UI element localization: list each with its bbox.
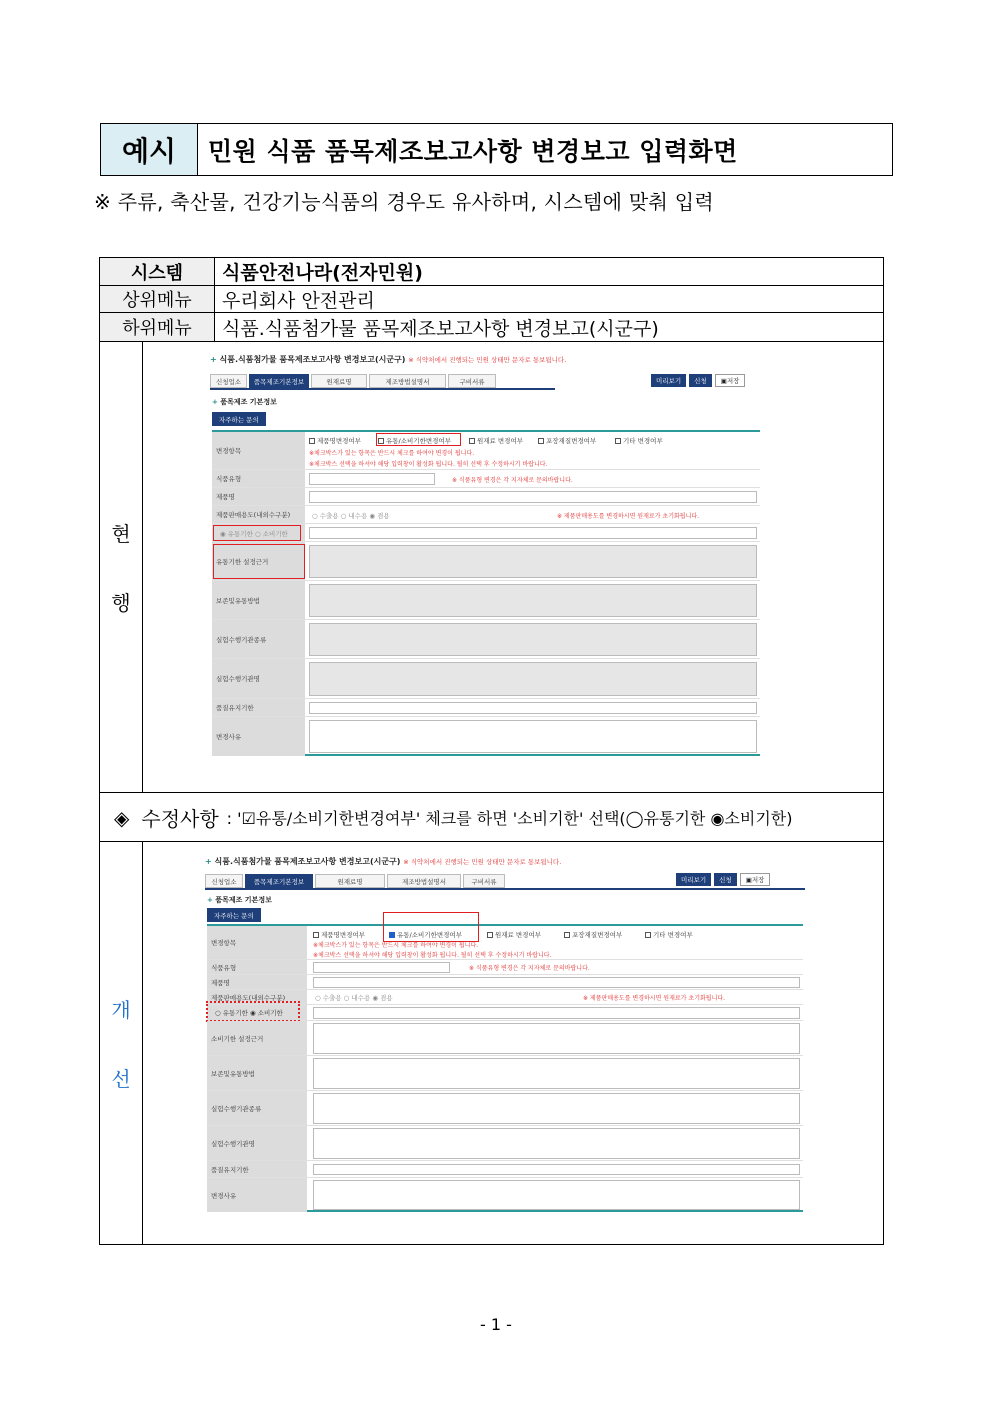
modification-text: ◈ 수정사항 : '☑유통/소비기한변경여부' 체크를 하면 '소비기한' 선택(◯유통기한 ◉소비기한) bbox=[114, 805, 793, 831]
value-upper-menu: 우리회사 안전관리 bbox=[222, 289, 375, 312]
example-header bbox=[100, 123, 893, 176]
chk-expiry-checked[interactable]: 유통/소비기한변경여부 bbox=[389, 930, 462, 939]
chk-expiry[interactable]: 유통/소비기한변경여부 bbox=[378, 436, 451, 445]
label-upper-menu: 상위메뉴 bbox=[100, 286, 215, 312]
tab-documents[interactable]: 구비서류 bbox=[448, 374, 496, 388]
label-lower-menu: 하위메뉴 bbox=[100, 313, 215, 341]
tab-method[interactable]: 제조방법설명서 bbox=[369, 374, 446, 388]
row-upper-menu bbox=[100, 286, 883, 313]
save-button[interactable]: ▣ 저장 bbox=[715, 374, 746, 387]
highlight-expiry-check-improved bbox=[383, 912, 479, 942]
current-screenshot: + 식품.식품첨가물 품목제조보고사항 변경보고(시군구) ※ 식약처에서 진행되는 민원 상태만 문자로 통보됩니다. 신청업소 품목제조기본정보 원재료명 제조방법설명서 구비서류 미리보기 신청 ▣ 저장 + 품목제조 기본정보 자주하는 문의 변경항목 제품명변경여부 유통/소비기한변경여부 원재료 변경여부 포장재질변경여부 기타 변경여부 ※체크박스가 있는 항목은 반드시 체크를 하여야 변경이 됩니다. ※체크박스 선택을 하셔야 해당 입력창이 활성화 됩니다. 될히 선택 후 수정하시기 바랍니다. 식품유형 ※ 식품유형 변경은 각 지자체로 문의바랍니다. 제품명 제품판매용도(내외수구분) ○ 수출용 ○ 내수용 ◉ 겸용 ※ 제품판매용도를 변경하시면 원재료가 초기화됩니다. ◉ 유통기한 ○ 소비기한 유통기한 설정근거 보존및유통방법 실험수행기관종류 실험수행기관명 품질유지기한 변경사유 bbox=[210, 354, 764, 776]
current-tabs bbox=[210, 374, 498, 388]
row-current bbox=[100, 342, 883, 793]
value-system: 식품안전나라(전자민원) bbox=[222, 262, 423, 284]
improved-expiry-radio[interactable]: ○ 유통기한 ◉ 소비기한 bbox=[215, 1009, 283, 1017]
row-lower-menu bbox=[100, 313, 883, 342]
food-type-input[interactable] bbox=[309, 473, 435, 485]
tab-basic-info[interactable]: 품목제조기본정보 bbox=[249, 374, 309, 388]
spec-table bbox=[99, 257, 884, 1245]
row-modification bbox=[100, 793, 883, 842]
current-label: 현 행 bbox=[100, 342, 143, 792]
chk-product-name[interactable]: 제품명변경여부 bbox=[309, 436, 361, 445]
apply-button[interactable]: 신청 bbox=[689, 374, 712, 387]
row-system bbox=[100, 258, 883, 286]
improved-label: 개 선 bbox=[100, 842, 143, 1244]
highlight-expiry-check bbox=[376, 433, 461, 446]
tab-ingredients[interactable]: 원재료명 bbox=[311, 374, 367, 388]
chk-other[interactable]: 기타 변경여부 bbox=[615, 436, 663, 445]
preview-button[interactable]: 미리보기 bbox=[651, 374, 686, 387]
page-title: 민원 식품 품목제조보고사항 변경보고 입력화면 bbox=[208, 136, 738, 166]
row-improved bbox=[100, 842, 883, 1244]
highlight-basis-label bbox=[213, 544, 305, 579]
current-expiry-radio[interactable]: ◉ 유통기한 ○ 소비기한 bbox=[220, 530, 288, 538]
improved-screenshot: + 식품.식품첨가물 품목제조보고사항 변경보고(시군구) ※ 식약처에서 진행되는 민원 상태만 문자로 통보됩니다. 신청업소 품목제조기본정보 원재료명 제조방법설명서 구비서류 미리보기 신청 ▣ 저장 + 품목제조 기본정보 자주하는 문의 변경항목 제품명변경여부 유통/소비기한변경여부 원재료 변경여부 포장재질변경여부 기타 변경여부 ※체크박스가 있는 항목은 반드시 체크를 하여야 변경이 됩니다. ※체크박스 선택을 하셔야 해당 입력창이 활성화 됩니다. 될히 선택 후 수정하시기 바랍니다. 식품유형 ※ 식품유형 변경은 각 지자체로 문의바랍니다. 제품명 제품판매용도(내외수구분) ○ 수출용 ○ 내수용 ◉ 겸용 ※ 제품판매용도를 변경하시면 원재료가 초기화됩니다. ○ 유통기한 ◉ 소비기한 소비기한 설정근거 보존및유통방법 실험수행기관종류 실험수행기관명 품질유지기한 변경사유 bbox=[205, 856, 805, 1230]
reason-input[interactable] bbox=[309, 720, 757, 753]
highlight-expiry-radio-dotted bbox=[206, 1001, 300, 1022]
example-tag: 예시 bbox=[101, 124, 198, 175]
highlight-expiry-radio bbox=[213, 525, 301, 541]
improved-form: 변경항목 제품명변경여부 유통/소비기한변경여부 원재료 변경여부 포장재질변경여부 기타 변경여부 ※체크박스가 있는 항목은 반드시 체크를 하여야 변경이 됩니다. ※체크박스 선택을 하셔야 해당 입력창이 활성화 됩니다. 될히 선택 후 수정하시기 바랍니다. 식품유형 ※ 식품유형 변경은 각 지자체로 문의바랍니다. 제품명 제품판매용도(내외수구분) ○ 수출용 ○ 내수용 ◉ 겸용 ※ 제품판매용도를 변경하시면 원재료가 초기화됩니다. ○ 유통기한 ◉ 소비기한 소비기한 설정근거 보존및유통방법 실험수행기관종류 실험수행기관명 품질유지기한 변경사유 bbox=[207, 924, 803, 1212]
improved-screenshot-cell bbox=[143, 842, 883, 1244]
label-system: 시스템 bbox=[100, 258, 215, 285]
tab-applicant[interactable]: 신청업소 bbox=[210, 374, 247, 388]
current-form: 변경항목 제품명변경여부 유통/소비기한변경여부 원재료 변경여부 포장재질변경여부 기타 변경여부 ※체크박스가 있는 항목은 반드시 체크를 하여야 변경이 됩니다. ※체크박스 선택을 하셔야 해당 입력창이 활성화 됩니다. 될히 선택 후 수정하시기 바랍니다. 식품유형 ※ 식품유형 변경은 각 지자체로 문의바랍니다. 제품명 제품판매용도(내외수구분) ○ 수출용 ○ 내수용 ◉ 겸용 ※ 제품판매용도를 변경하시면 원재료가 초기화됩니다. ◉ 유통기한 ○ 소비기한 유통기한 설정근거 보존및유통방법 실험수행기관종류 실험수행기관명 품질유지기한 변경사유 bbox=[212, 430, 760, 756]
product-name-input[interactable] bbox=[309, 491, 757, 503]
faq-button[interactable]: 자주하는 문의 bbox=[212, 412, 266, 426]
chk-ingredients[interactable]: 원재료 변경여부 bbox=[469, 436, 523, 445]
value-lower-menu: 식품.식품첨가물 품목제조보고사항 변경보고(시군구) bbox=[222, 317, 659, 340]
note-text: ※ 주류, 축산물, 건강기능식품의 경우도 유사하며, 시스템에 맞춰 입력 bbox=[94, 190, 715, 214]
chk-packaging[interactable]: 포장재질변경여부 bbox=[538, 436, 596, 445]
basis-input[interactable] bbox=[309, 545, 757, 578]
current-screenshot-cell bbox=[143, 342, 883, 792]
page-number: - 1 - bbox=[480, 1315, 512, 1334]
improved-tabs: 신청업소 품목제조기본정보 원재료명 제조방법설명서 구비서류 bbox=[205, 874, 507, 888]
